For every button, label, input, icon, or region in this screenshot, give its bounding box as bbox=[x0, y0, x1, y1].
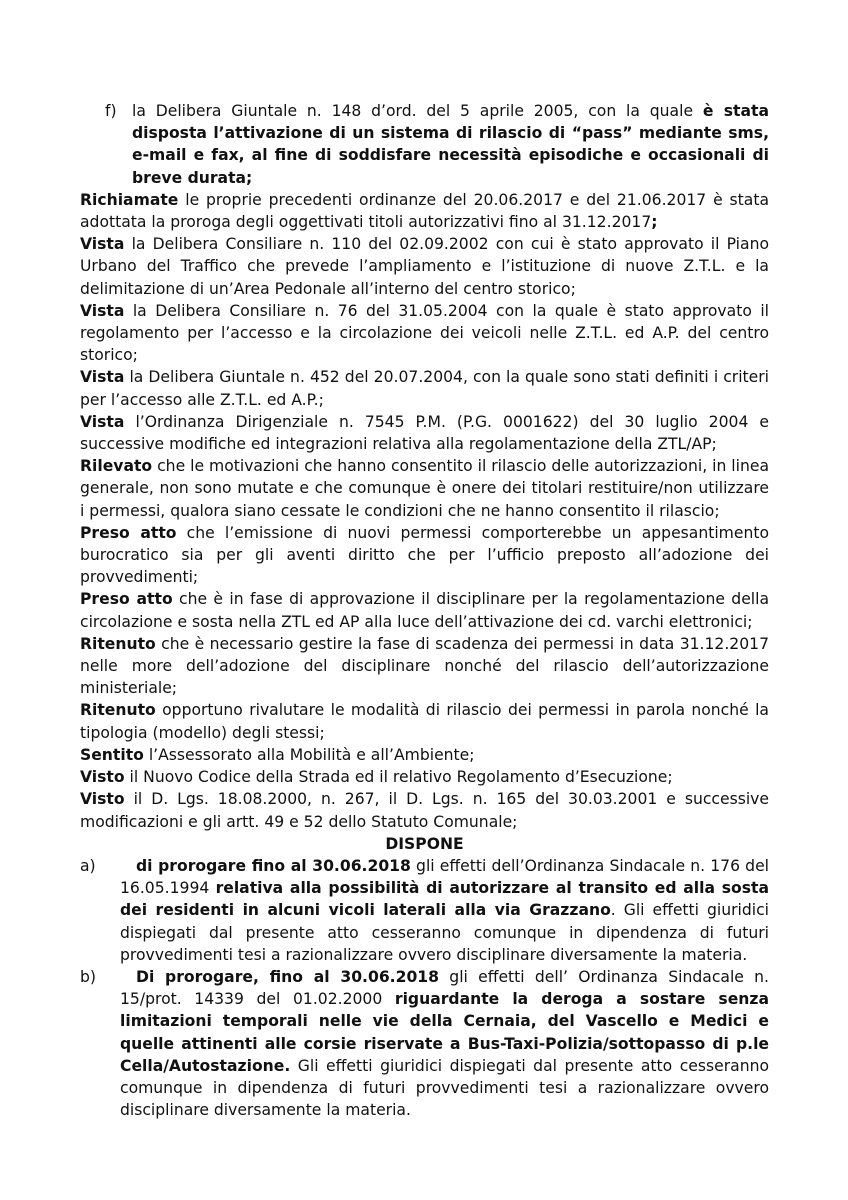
paragraph-text: la Delibera Consiliare n. 76 del 31.05.2004 con la quale è stato approvato il regolamento per l’accesso e la circolazione dei veicoli nelle Z.T.L. ed A.P. del centro storico; bbox=[80, 301, 769, 365]
paragraph-text: che le motivazioni che hanno consentito il rilascio delle autorizzazioni, in linea generale, non sono mutate e che comunque è onere dei titolari restituire/non utilizzare i permessi, qualora siano cessate le condizioni che ne hanno consentito il rilascio; bbox=[80, 457, 769, 520]
paragraph bbox=[80, 788, 769, 832]
item-bold-lead: di prorogare fino al 30.06.2018 bbox=[136, 856, 411, 875]
paragraph bbox=[80, 522, 769, 589]
paragraph-lead: Ritenuto bbox=[80, 701, 156, 720]
item-bold-text: riguardante la deroga a sostare senza limitazioni temporali nelle vie della Cernaia, del Vascello e Medici e quelle attinenti alle corsie riservate a Bus-Taxi-Polizia/sottopasso di p.le Cella/Autostazione. bbox=[120, 990, 769, 1075]
paragraph bbox=[80, 300, 769, 367]
paragraph bbox=[80, 766, 769, 788]
paragraph-text: che è in fase di approvazione il disciplinare per la regolamentazione della circolazione e sosta nella ZTL ed AP alla luce dell’attivazione dei cd. varchi elettronici; bbox=[80, 590, 770, 631]
paragraph-lead: Vista bbox=[80, 368, 125, 387]
paragraph-lead: Sentito bbox=[80, 745, 144, 764]
item-bold-text: relativa alla possibilità di autorizzare al transito ed alla sosta dei residenti in alcuni vicoli laterali alla via Grazzano bbox=[120, 879, 769, 920]
item-text-tail: Gli effetti giuridici dispiegati dal presente atto cesseranno comunque in dipendenza di futuri provvedimenti tesi a razionalizzare ovvero disciplinare diversamente la materia. bbox=[120, 1056, 769, 1120]
paragraph-list bbox=[80, 189, 769, 833]
list-label: b) bbox=[80, 967, 96, 986]
paragraph-text: che è necessario gestire la fase di scadenza dei permessi in data 31.12.2017 nelle more dell’adozione del disciplinare nonché del rilascio dell’autorizzazione ministeriale; bbox=[80, 634, 769, 698]
paragraph-text: il D. Lgs. 18.08.2000, n. 267, il D. Lgs. n. 165 del 30.03.2001 e successive modificazioni e gli artt. 49 e 52 dello Statuto Comunale; bbox=[80, 790, 769, 831]
paragraph bbox=[80, 189, 769, 233]
paragraph-lead: Vista bbox=[80, 412, 125, 431]
paragraph-text: che l’emissione di nuovi permessi comporterebbe un appesantimento burocratico sia per gli aventi diritto che per l’ufficio preposto all’adozione dei provvedimenti; bbox=[80, 523, 769, 587]
document-body bbox=[80, 100, 769, 1121]
paragraph bbox=[80, 411, 769, 455]
item-bold-lead: Di prorogare, fino al 30.06.2018 bbox=[136, 967, 440, 986]
item-text: gli effetti dell’ Ordinanza Sindacale n. 15/prot. 14339 del 01.02.2000 bbox=[120, 967, 769, 1009]
paragraph-lead: Preso atto bbox=[80, 523, 177, 542]
list-item-f bbox=[80, 100, 769, 189]
paragraph-text: l’Assessorato alla Mobilità e all’Ambiente; bbox=[143, 745, 475, 764]
paragraph-text: la Delibera Giuntale n. 452 del 20.07.2004, con la quale sono stati definiti i criteri per l’accesso alle Z.T.L. ed A.P.; bbox=[80, 368, 769, 409]
item-text: gli effetti dell’Ordinanza Sindacale n. 176 del 16.05.1994 bbox=[120, 856, 769, 898]
paragraph-text: le proprie precedenti ordinanze del 20.06.2017 e del 21.06.2017 è stata adottata la proroga degli oggettivati titoli autorizzativi fino al 31.12.2017 bbox=[80, 190, 769, 232]
paragraph-text: la Delibera Consiliare n. 110 del 02.09.2002 con cui è stato approvato il Piano Urbano del Traffico che prevede l’ampliamento e l’istituzione di nuove Z.T.L. e la delimitazione di un’Area Pedonale all’interno del centro storico; bbox=[80, 235, 769, 298]
paragraph bbox=[80, 588, 769, 632]
paragraph bbox=[80, 366, 769, 410]
paragraph-lead: Vista bbox=[80, 301, 125, 320]
list-label: a) bbox=[80, 856, 96, 875]
paragraph-lead: Richiamate bbox=[80, 190, 179, 209]
paragraph-lead: Preso atto bbox=[80, 590, 173, 609]
list-item-b bbox=[80, 966, 769, 1121]
paragraph-lead: Ritenuto bbox=[80, 634, 156, 653]
paragraph bbox=[80, 233, 769, 300]
section-heading: DISPONE bbox=[385, 834, 464, 853]
paragraph-tail: ; bbox=[651, 213, 658, 232]
paragraph-lead: Visto bbox=[80, 790, 125, 809]
item-text: la Delibera Giuntale n. 148 d’ord. del 5 aprile 2005, con la quale bbox=[132, 102, 703, 120]
paragraph-lead: Visto bbox=[80, 768, 125, 787]
item-text-tail: . Gli effetti giuridici dispiegati dal presente atto cesseranno comunque in dipendenza di futuri provvedimenti tesi a razionalizzare ovvero disciplinare diversamente la materia. bbox=[120, 901, 769, 964]
list-item-a bbox=[80, 855, 769, 966]
paragraph-lead: Vista bbox=[80, 235, 125, 254]
paragraph-text: l’Ordinanza Dirigenziale n. 7545 P.M. (P.G. 0001622) del 30 luglio 2004 e successive modifiche ed integrazioni relativa alla regolamentazione della ZTL/AP; bbox=[80, 412, 769, 454]
list-label: f) bbox=[105, 102, 117, 120]
paragraph bbox=[80, 699, 769, 743]
paragraph-lead: Rilevato bbox=[80, 457, 153, 476]
paragraph bbox=[80, 633, 769, 700]
paragraph bbox=[80, 455, 769, 522]
paragraph bbox=[80, 744, 769, 766]
item-bold-text: è stata disposta l’attivazione di un sistema di rilascio di “pass” mediante sms, e-mail e fax, al fine di soddisfare necessità episodiche e occasionali di breve durata; bbox=[132, 102, 769, 187]
paragraph-text: opportuno rivalutare le modalità di rilascio dei permessi in parola nonché la tipologia (modello) degli stessi; bbox=[80, 701, 769, 742]
paragraph-text: il Nuovo Codice della Strada ed il relativo Regolamento d’Esecuzione; bbox=[124, 768, 673, 787]
